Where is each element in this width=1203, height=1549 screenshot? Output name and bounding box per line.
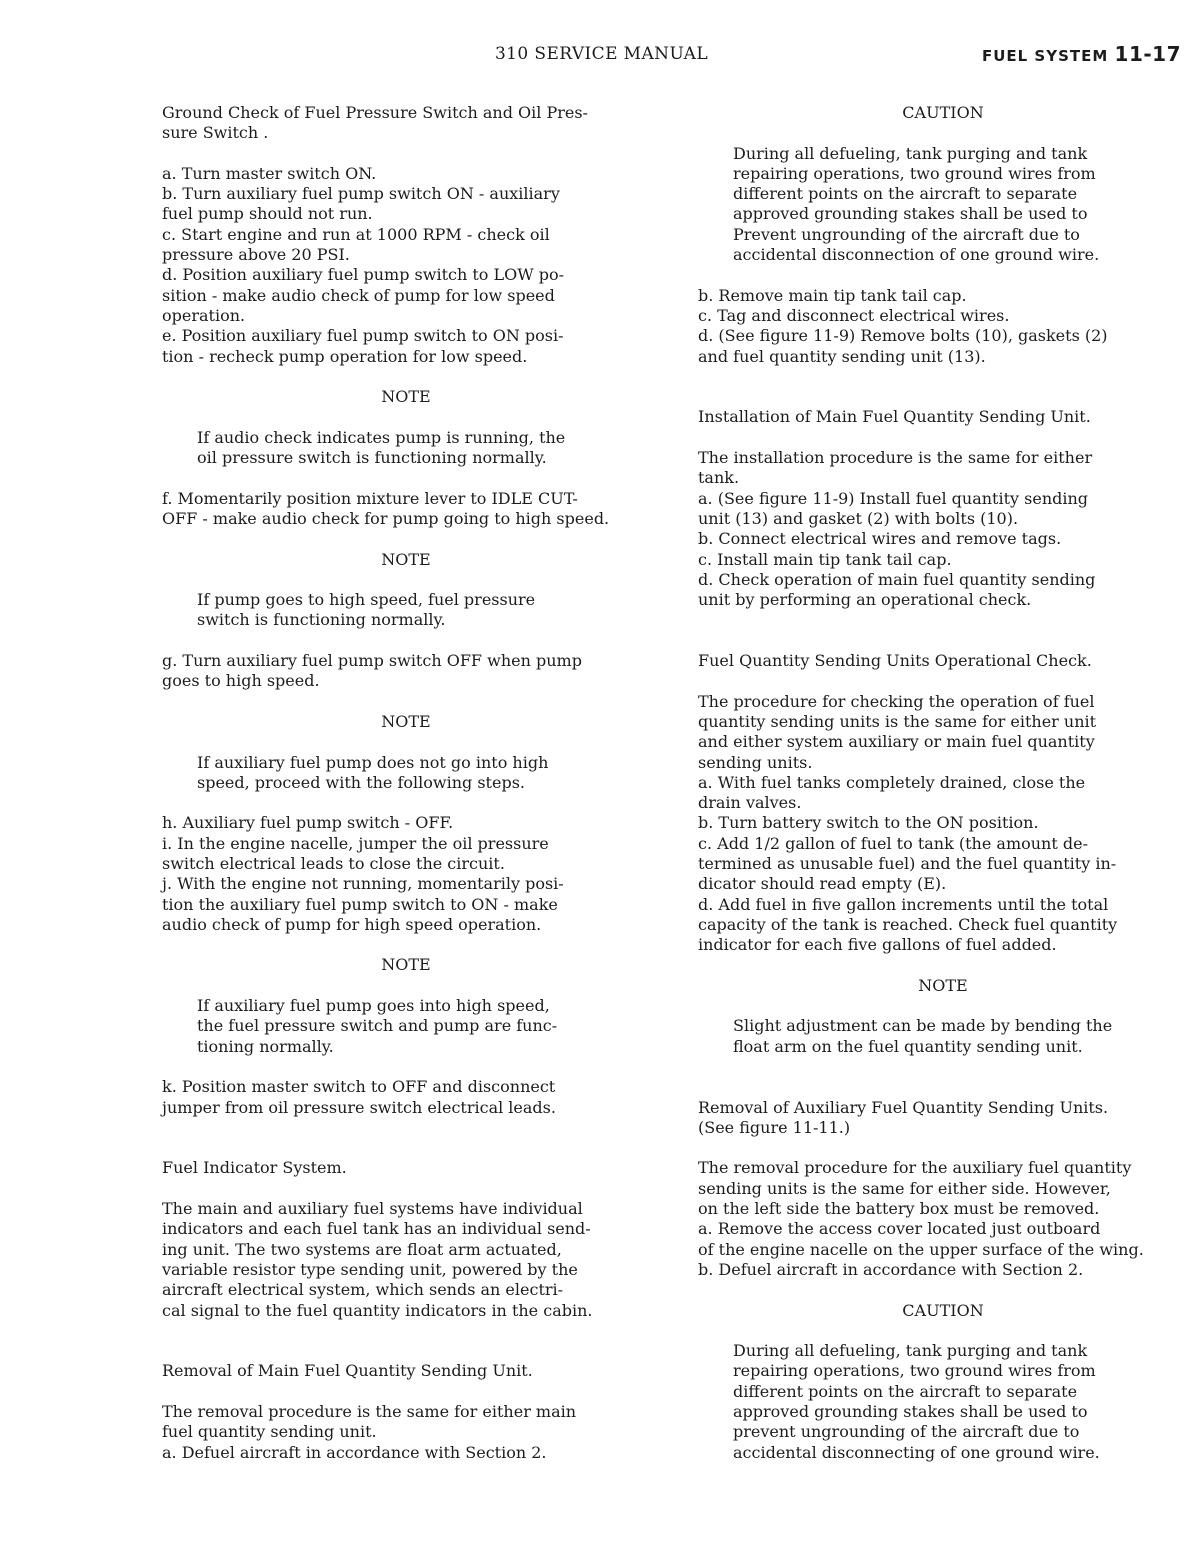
fuel-indicator-paragraph: The main and auxiliary fuel systems have individual indicators and each fuel tank has an individual send- ing unit. The two systems are float arm actuated, variable resistor type sending unit, powered by the aircraft electrical system, which sends an electri- cal signal to the fuel quantity indicators in the cabin. <box>162 1199 593 1320</box>
note-label: NOTE <box>381 549 431 569</box>
ground-check-heading: Ground Check of Fuel Pressure Switch and Oil Pres- sure Switch . <box>162 103 588 143</box>
removal-main-paragraph: The removal procedure is the same for either main fuel quantity sending unit. a. Defuel aircraft in accordance with Section 2. <box>162 1402 577 1462</box>
ground-check-step-g: g. Turn auxiliary fuel pump switch OFF when pump goes to high speed. <box>162 651 582 691</box>
caution-text: During all defueling, tank purging and tank repairing operations, two ground wires from different points on the aircraft to separate approved grounding stakes shall be used to prevent ungrounding of the aircraft due to accidental disconnecting of one ground wire. <box>733 1341 1100 1462</box>
caution-label: CAUTION <box>902 1300 984 1320</box>
note-label: NOTE <box>381 387 431 407</box>
ground-check-step-f: f. Momentarily position mixture lever to IDLE CUT- OFF - make audio check for pump going to high speed. <box>162 488 610 528</box>
caution-text: During all defueling, tank purging and tank repairing operations, two ground wires from different points on the aircraft to separate approved grounding stakes shall be used to Prevent ungrounding of the aircraft due to accidental disconnection of one ground wire. <box>733 143 1100 265</box>
right-column <box>698 103 1188 1463</box>
note-text: If audio check indicates pump is running, the oil pressure switch is functioning normally. <box>197 427 566 468</box>
fuel-indicator-heading: Fuel Indicator System. <box>162 1158 347 1178</box>
operational-check-paragraph: The procedure for checking the operation of fuel quantity sending units is the same for either unit and either system auxiliary or main fuel quantity sending units. a. With fuel tanks completely drained, close the drain valves. b. Turn battery switch to the ON position. c. Add 1/2 gallon of fuel to tank (the amount de- termined as unusable fuel) and the fuel quantity in- dicator should read empty (E). d. Add fuel in five gallon increments until the total capacity of the tank is reached. Check fuel quantity indicator for each five gallons of fuel added. <box>698 691 1118 955</box>
ground-check-steps-a-e: a. Turn master switch ON. b. Turn auxiliary fuel pump switch ON - auxiliary fuel pump should not run. c. Start engine and run at 1000 RPM - check oil pressure above 20 PSI. d. Position auxiliary fuel pump switch to LOW po- sition - make audio check of pump for low speed operation. e. Position auxiliary fuel pump switch to ON posi- tion - recheck pump operation for low speed. <box>162 163 565 366</box>
section-header <box>982 42 1181 66</box>
installation-paragraph: The installation procedure is the same for either tank. a. (See figure 11-9) Install fuel quantity sending unit (13) and gasket (2) with bolts (10). b. Connect electrical wires and remove tags. c. Install main tip tank tail cap. d. Check operation of main fuel quantity sending unit by performing an operational check. <box>698 448 1096 610</box>
section-title: FUEL SYSTEM <box>981 47 1109 65</box>
removal-main-heading: Removal of Main Fuel Quantity Sending Unit. <box>162 1361 533 1381</box>
manual-title: 310 SERVICE MANUAL <box>494 44 709 64</box>
installation-heading: Installation of Main Fuel Quantity Sending Unit. <box>698 407 1091 427</box>
note-text: If auxiliary fuel pump goes into high speed, the fuel pressure switch and pump are func- tioning normally. <box>197 996 558 1056</box>
note-text: If pump goes to high speed, fuel pressure switch is functioning normally. <box>197 590 536 630</box>
page-number: 11-17 <box>1114 42 1181 66</box>
note-label: NOTE <box>381 955 431 975</box>
note-text: If auxiliary fuel pump does not go into high speed, proceed with the following steps. <box>197 752 549 792</box>
note-label: NOTE <box>381 711 431 731</box>
removal-main-steps-b-d: b. Remove main tip tank tail cap. c. Tag and disconnect electrical wires. d. (See figure 11-9) Remove bolts (10), gaskets (2) and fuel quantity sending unit (13). <box>698 285 1108 366</box>
removal-aux-paragraph: The removal procedure for the auxiliary fuel quantity sending units is the same for either side. However, on the left side the battery box must be removed. a. Remove the access cover located just outboard of the engine nacelle on the upper surface of the wing. b. Defuel aircraft in accordance with Section 2. <box>698 1158 1144 1279</box>
ground-check-step-k: k. Position master switch to OFF and disconnect jumper from oil pressure switch electrical leads. <box>162 1077 556 1117</box>
caution-label: CAUTION <box>902 103 984 122</box>
operational-check-heading: Fuel Quantity Sending Units Operational Check. <box>698 651 1092 671</box>
note-text: Slight adjustment can be made by bending the float arm on the fuel quantity sending unit. <box>733 1016 1113 1056</box>
left-column <box>162 103 650 1463</box>
removal-aux-heading: Removal of Auxiliary Fuel Quantity Sending Units. (See figure 11-11.) <box>698 1097 1109 1137</box>
note-label: NOTE <box>918 975 968 995</box>
ground-check-steps-h-j: h. Auxiliary fuel pump switch - OFF. i. In the engine nacelle, jumper the oil pressure switch electrical leads to close the circuit. j. With the engine not running, momentarily posi- tion the auxiliary fuel pump switch to ON - make audio check of pump for high speed operation. <box>162 813 564 934</box>
